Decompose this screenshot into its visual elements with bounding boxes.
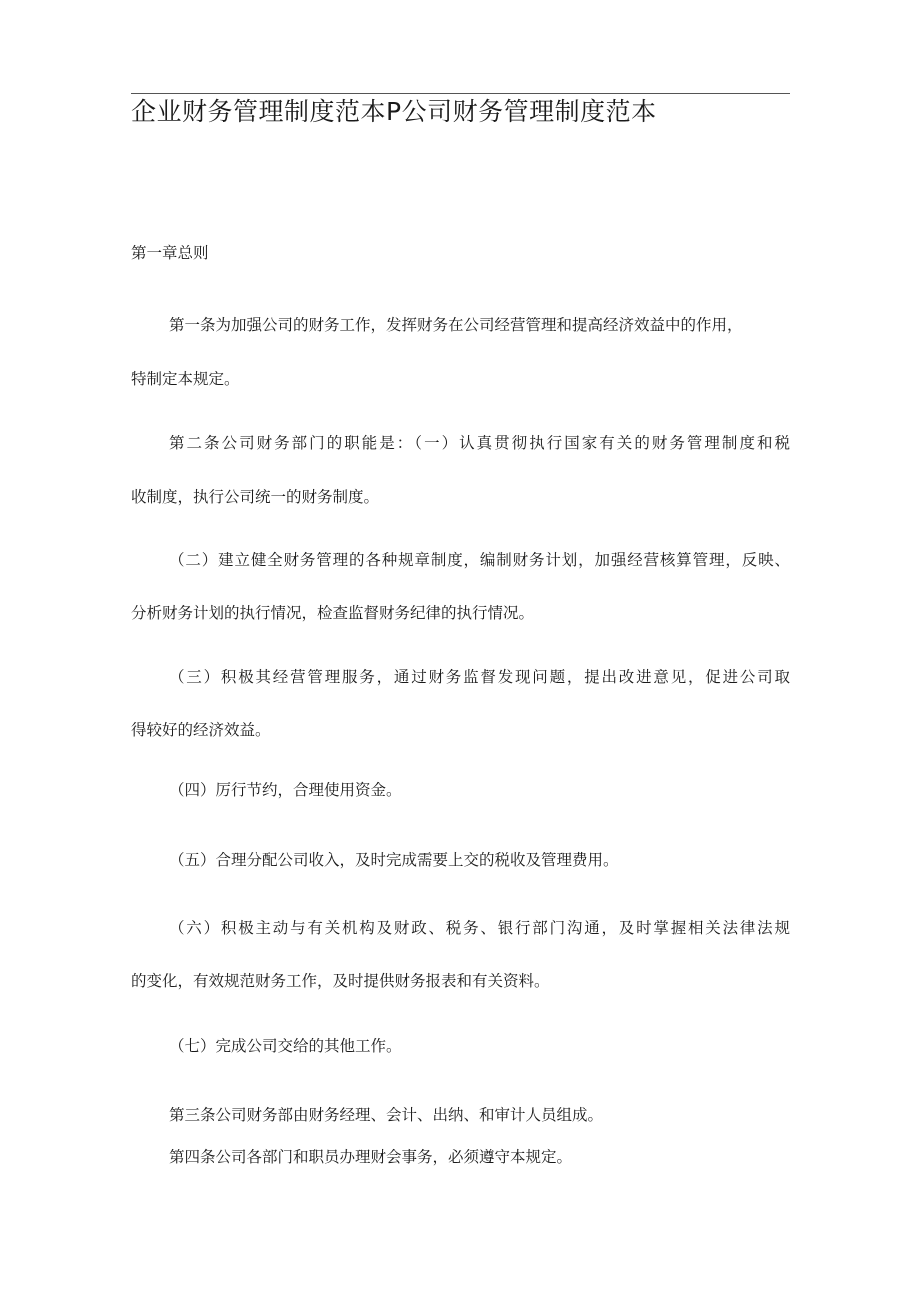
- paragraph-line: 收制度，执行公司统一的财务制度。: [131, 488, 380, 506]
- paragraph-line: 第二条公司财务部门的职能是：（一）认真贯彻执行国家有关的财务管理制度和税: [169, 434, 790, 452]
- paragraph-line: （五）合理分配公司收入，及时完成需要上交的税收及管理费用。: [169, 851, 619, 869]
- paragraph-line: （二）建立健全财务管理的各种规章制度，编制财务计划，加强经营核算管理，反映、: [169, 551, 790, 569]
- paragraph-line: （四）厉行节约，合理使用资金。: [169, 781, 402, 799]
- chapter-heading: 第一章总则: [131, 244, 209, 262]
- paragraph-line: 特制定本规定。: [131, 370, 240, 388]
- paragraph-line: 得较好的经济效益。: [131, 721, 271, 739]
- document-title: 企业财务管理制度范本P公司财务管理制度范本: [131, 97, 657, 126]
- paragraph-line: （三）积极其经营管理服务，通过财务监督发现问题，提出改进意见，促进公司取: [169, 668, 790, 686]
- paragraph-line: 第三条公司财务部由财务经理、会计、出纳、和审计人员组成。: [169, 1106, 604, 1124]
- paragraph-line: 第一条为加强公司的财务工作，发挥财务在公司经营管理和提高经济效益中的作用，: [169, 316, 743, 334]
- paragraph-line: （七）完成公司交给的其他工作。: [169, 1037, 402, 1055]
- paragraph-line: 分析财务计划的执行情况，检查监督财务纪律的执行情况。: [131, 604, 535, 622]
- paragraph-line: 第四条公司各部门和职员办理财会事务，必须遵守本规定。: [169, 1148, 573, 1166]
- paragraph-line: 的变化，有效规范财务工作，及时提供财务报表和有关资料。: [131, 972, 550, 990]
- paragraph-line: （六）积极主动与有关机构及财政、税务、银行部门沟通，及时掌握相关法律法规: [169, 919, 790, 937]
